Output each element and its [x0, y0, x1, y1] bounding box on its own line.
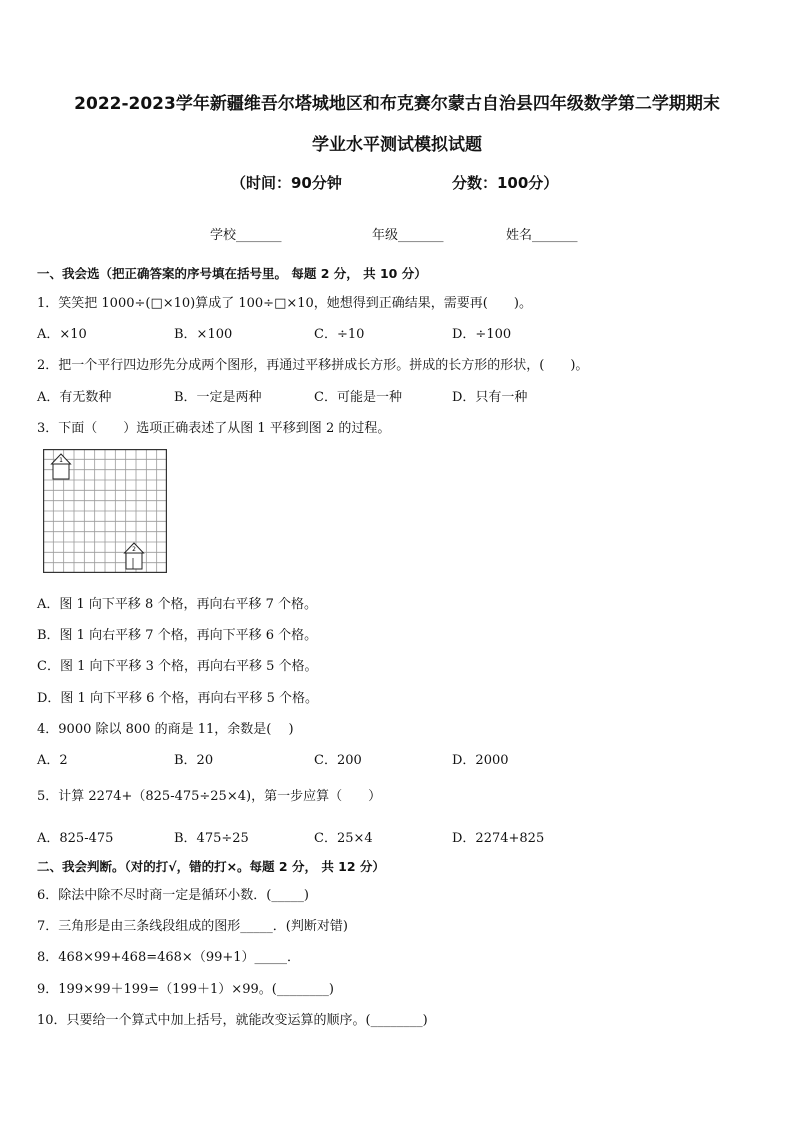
q3-option-b: B．图 1 向右平移 7 个格，再向下平移 6 个格。: [37, 628, 318, 643]
q1-option-a: A．×10: [37, 327, 87, 342]
section-1-heading: 一、我会选（把正确答案的序号填在括号里。 每题 2 分， 共 10 分）: [37, 266, 427, 281]
figure-2-house: [125, 543, 144, 569]
q3-option-a: A．图 1 向下平移 8 个格，再向右平移 7 个格。: [37, 597, 317, 612]
question-1: 1．笑笑把 1000÷(□×10)算成了 100÷□×10，她想得到正确结果，需要再( )。: [37, 296, 532, 311]
q4-option-d: D．2000: [452, 753, 509, 768]
exam-title-line-1: 2022-2023学年新疆维吾尔塔城地区和布克赛尔蒙古自治县四年级数学第二学期期末: [74, 94, 720, 114]
figure-1-house: [52, 454, 71, 479]
question-8: 8．468×99+468=468×（99+1）_____．: [37, 950, 301, 965]
exam-title-line-2: 学业水平测试模拟试题: [312, 135, 482, 155]
q2-option-b: B．一定是两种: [174, 390, 262, 405]
q1-option-d: D．÷100: [452, 327, 512, 342]
question-6: 6．除法中除不尽时商一定是循环小数．(_____): [37, 888, 309, 903]
q2-option-a: A．有无数种: [37, 390, 112, 405]
q5-option-c: C．25×4: [314, 831, 373, 846]
q2-option-d: D．只有一种: [452, 390, 528, 405]
q1-option-c: C．÷10: [314, 327, 365, 342]
question-4: 4．9000 除以 800 的商是 11，余数是( ): [37, 722, 294, 737]
question-10: 10．只要给一个算式中加上括号，就能改变运算的顺序。(________): [37, 1013, 428, 1028]
figure-2-label: 2: [132, 546, 136, 553]
translation-grid-figure: [43, 449, 167, 573]
question-7: 7．三角形是由三条线段组成的图形_____．(判断对错): [37, 919, 348, 934]
question-9: 9．199×99＋199=（199＋1）×99。(________): [37, 982, 334, 997]
exam-time: （时间：90分钟: [231, 174, 342, 192]
figure-1-label: 1: [59, 457, 63, 464]
q3-option-c: C．图 1 向下平移 3 个格，再向右平移 5 个格。: [37, 659, 318, 674]
q4-option-c: C．200: [314, 753, 362, 768]
question-3: 3．下面（ ）选项正确表述了从图 1 平移到图 2 的过程。: [37, 421, 391, 436]
q5-option-b: B．475÷25: [174, 831, 249, 846]
q5-option-a: A．825-475: [37, 831, 114, 846]
q4-option-b: B．20: [174, 753, 214, 768]
q2-option-c: C．可能是一种: [314, 390, 402, 405]
q3-option-d: D．图 1 向下平移 6 个格，再向右平移 5 个格。: [37, 691, 319, 706]
section-2-heading: 二、我会判断。（对的打√，错的打×。每题 2 分， 共 12 分）: [37, 859, 385, 874]
grade-field: 年级_______: [372, 228, 444, 243]
q4-option-a: A．2: [37, 753, 68, 768]
exam-score: 分数：100分）: [452, 174, 559, 192]
name-field: 姓名_______: [506, 228, 578, 243]
school-field: 学校_______: [210, 228, 282, 243]
question-2: 2．把一个平行四边形先分成两个图形，再通过平移拼成长方形。拼成的长方形的形状，( )。: [37, 358, 589, 373]
q1-option-b: B．×100: [174, 327, 233, 342]
q5-option-d: D．2274+825: [452, 831, 545, 846]
question-5: 5．计算 2274+（825-475÷25×4)，第一步应算（ ）: [37, 789, 382, 804]
